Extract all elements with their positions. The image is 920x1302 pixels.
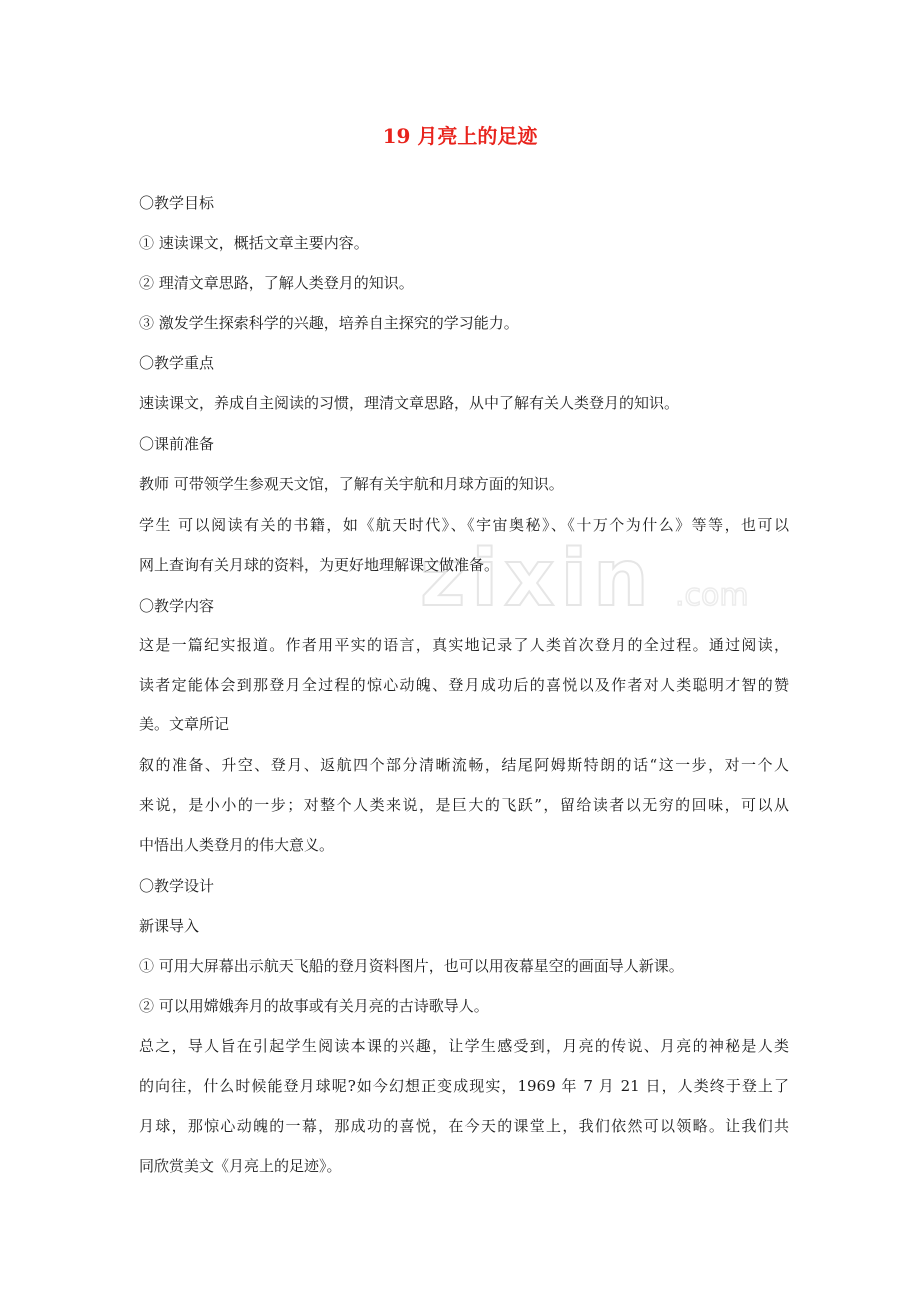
paragraph-line: 学生 可以阅读有关的书籍，如《航天时代》、《宇宙奥秘》、《十万个为什么》等等，也可以 <box>139 516 789 534</box>
section-heading-preparation: 〇课前准备 <box>139 435 215 453</box>
svg-text:.com: .com <box>675 578 749 613</box>
section-heading-content: 〇教学内容 <box>139 597 215 615</box>
section-heading-design: 〇教学设计 <box>139 877 215 895</box>
section-heading-key-points: 〇教学重点 <box>139 354 215 372</box>
document-title: 19 月亮上的足迹 <box>382 124 538 148</box>
paragraph-line: 这是一篇纪实报道。作者用平实的语言，真实地记录了人类首次登月的全过程。通过阅读， <box>139 636 789 654</box>
paragraph-line: 的向往，什么时候能登月球呢?如今幻想正变成现实，1969 年 7 月 21 日，人类终于登上了 <box>139 1077 789 1095</box>
paragraph-line: 叙的准备、升空、登月、返航四个部分清晰流畅，结尾阿姆斯特朗的话“这一步，对一个人 <box>139 756 789 774</box>
paragraph-line: 教师 可带领学生参观天文馆，了解有关宇航和月球方面的知识。 <box>139 475 564 493</box>
paragraph-line: 总之，导人旨在引起学生阅读本课的兴趣，让学生感受到，月亮的传说、月亮的神秘是人类 <box>139 1037 789 1055</box>
paragraph-line: 速读课文，养成自主阅读的习惯，理清文章思路，从中了解有关人类登月的知识。 <box>139 394 680 412</box>
watermark-logo <box>420 520 780 640</box>
section-heading-objectives: 〇教学目标 <box>139 194 215 212</box>
paragraph-line: 同欣赏美文《月亮上的足迹》。 <box>139 1157 342 1175</box>
design-item: ② 可以用嫦娥奔月的故事或有关月亮的古诗歌导人。 <box>139 997 489 1015</box>
objective-item: ③ 激发学生探索科学的兴趣，培养自主探究的学习能力。 <box>139 314 519 332</box>
paragraph-line: 网上查询有关月球的资料，为更好地理解课文做准备。 <box>139 556 500 574</box>
design-item: ① 可用大屏幕出示航天飞船的登月资料图片，也可以用夜幕星空的画面导人新课。 <box>139 957 684 975</box>
svg-text:zixin: zixin <box>420 534 655 624</box>
paragraph-line: 中悟出人类登月的伟大意义。 <box>139 836 335 854</box>
subheading-intro: 新课导入 <box>139 917 200 935</box>
objective-item: ② 理清文章思路，了解人类登月的知识。 <box>139 274 414 292</box>
objective-item: ① 速读课文，概括文章主要内容。 <box>139 234 369 252</box>
paragraph-line: 读者定能体会到那登月全过程的惊心动魄、登月成功后的喜悦以及作者对人类聪明才智的赞 <box>139 676 789 694</box>
paragraph-line: 美。文章所记 <box>139 715 230 733</box>
paragraph-line: 月球，那惊心动魄的一幕，那成功的喜悦，在今天的课堂上，我们依然可以领略。让我们共 <box>139 1117 789 1135</box>
paragraph-line: 来说，是小小的一步；对整个人类来说，是巨大的飞跃”，留给读者以无穷的回味，可以从 <box>139 796 789 814</box>
